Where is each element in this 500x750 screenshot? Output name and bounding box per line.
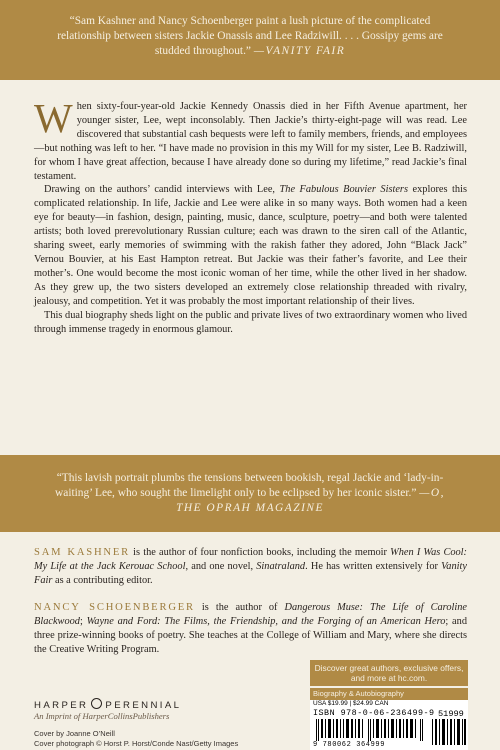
description-paragraph-3: This dual biography sheds light on the public and private lives of two extraordinary women who lived through immense tragedy in enormous glamour. (34, 309, 467, 335)
author-name-kashner: SAM KASHNER (34, 547, 131, 558)
top-review-attribution: —VANITY FAIR (253, 45, 346, 57)
top-review-band (0, 0, 500, 80)
publisher-logo-icon (91, 698, 102, 709)
description-paragraph-2: Drawing on the authors’ candid interviews with Lee, The Fabulous Bouvier Sisters explores this complicated relationship. In life, Jackie and Lee were alike in so many ways. Both women had a keen eye for beauty—in fashion, design, painting, music, dance, sculpture, poetry—and both were talented artists; both loved prerevolutionary Russian culture; each was drawn to the siren call of the Atlantic, sharing sweet, early memories of swimming with the rakish father they adored, John “Black Jack” Vernou Bouvier, at his East Hampton retreat. But Jackie was their father’s favorite, and Lee their mother’s. One would become the most iconic woman of her time, while the other lived in her shadow. As they grew up, the two sisters developed an extremely close relationship threaded with rivalry, jealousy, and competition. Yet it was probably the most important relationship of their lives. (34, 184, 468, 307)
category-label: Biography & Autobiography (310, 688, 468, 700)
mid-review-band (0, 455, 500, 532)
price-line: USA $19.99 | $24.99 CAN (313, 700, 389, 707)
book-title-inline: The Fabulous Bouvier Sisters (279, 184, 408, 196)
author-bio-kashner: SAM KASHNER is the author of four nonfiction books, including the memoir When I Was Cool: My Life at the Jack Kerouac School, and one novel, Sinatraland. He has written extensively for Vanity Fair as a contributing editor. (34, 547, 468, 586)
author-bio-schoenberger: NANCY SCHOENBERGER is the author of Dangerous Muse: The Life of Caroline Blackwood; Wayne and Ford: The Films, the Friendship, and the Forging of an American Hero; and three prize-winning books of poetry. She teaches at the College of William and Mary, where she directs the Creative Writing Program. (34, 602, 468, 655)
isbn-number: ISBN 978-0-06-236499-9 (313, 708, 435, 718)
publisher-logo: HARPER PERENNIAL (34, 700, 182, 711)
description-paragraph-1: hen sixty-four-year-old Jackie Kennedy Onassis died in her Fifth Avenue apartment, her younger sister, Lee, wept inconsolably. Then Jackie’s thirty-eight-page will was read. Lee discovered that substantial cash bequests were left to family members, friends, and employees—but nothing was left to her. “I have made no provision in this my Will for my sister, Lee B. Radziwill, for whom I have great affection, because I have already done so during my lifetime,” read Jackie’s final testament. (34, 101, 467, 182)
mid-review-attribution: —O, THE OPRAH MAGAZINE (176, 487, 445, 514)
promo-box: Discover great authors, exclusive offers, and more at hc.com. (310, 660, 468, 686)
barcode-block (310, 700, 468, 750)
mid-review-quote: “This lavish portrait plumbs the tensions between bookish, regal Jackie and ‘lady-in-waiting’ Lee, who sought the limelight only to be eclipsed by her iconic sister.” (55, 472, 444, 499)
price-barcode-icon (432, 719, 466, 745)
imprint-line: An Imprint of HarperCollinsPublishers (34, 711, 170, 721)
ean-number: 9 780062 364999 (313, 741, 386, 749)
cover-designer-credit: Cover by Joanne O’Neill (34, 729, 115, 738)
cover-photo-credit: Cover photograph © Horst P. Horst/Conde Nast/Getty Images (34, 739, 239, 748)
top-review-quote: “Sam Kashner and Nancy Schoenberger paint a lush picture of the complicated relationship between sisters Jackie Onassis and Lee Radziwill. . . . Gossipy gems are studded throughout.” (57, 15, 443, 57)
drop-cap: W (34, 95, 73, 141)
ean-barcode-icon (316, 719, 428, 741)
cover-credits (34, 729, 238, 749)
book-description (34, 95, 468, 336)
author-name-schoenberger: NANCY SCHOENBERGER (34, 602, 195, 613)
price-code: 51999 (438, 709, 464, 719)
